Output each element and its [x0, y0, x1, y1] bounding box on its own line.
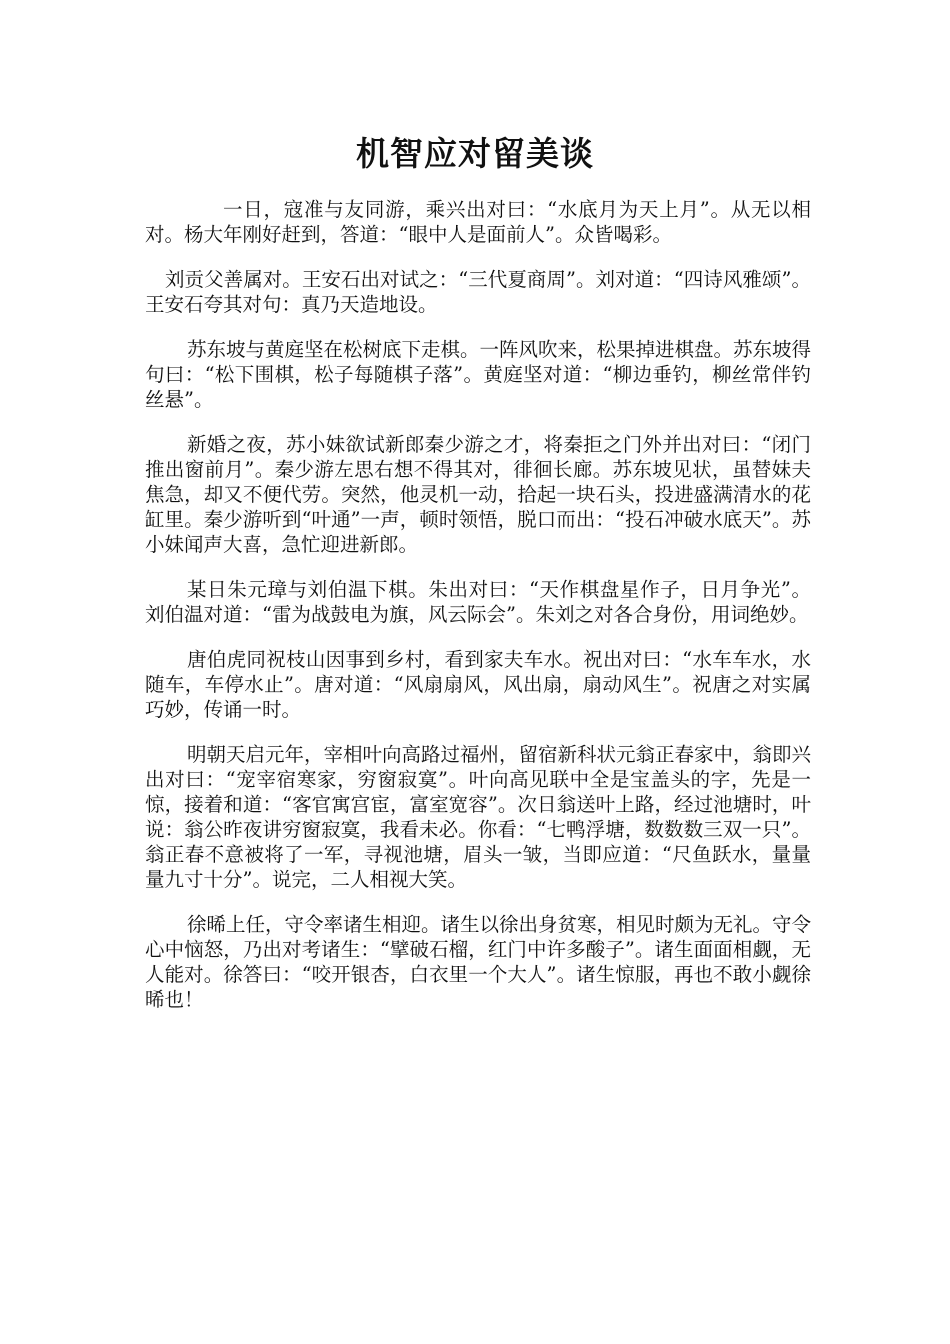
paragraph-xu-xi: 徐晞上任，守令率诸生相迎。诸生以徐出身贫寒，相见时颇为无礼。守令心中恼怒，乃出对考诸生：“擘破石榴，红门中许多酸子”。诸生面面相觑，无人能对。徐答曰：“咬开银杏，白衣里一个大人”。诸生惊服，再也不敢小觑徐晞也！	[145, 913, 812, 1011]
paragraph-liu-gongfu: 刘贡父善属对。王安石出对试之：“三代夏商周”。刘对道：“四诗风雅颂”。王安石夸其对句：真乃天造地设。	[145, 268, 811, 316]
paragraph-ye-xianggao: 明朝天启元年，宰相叶向高路过福州，留宿新科状元翁正春家中，翁即兴出对曰：“宠宰宿寒家，穷窗寂寞”。叶向高见联中全是宝盖头的字，先是一惊，接着和道：“客官寓宫宦，富室宽容”。次日翁送叶上路，经过池塘时，叶说：翁公昨夜讲穷窗寂寞，我看未必。你看：“七鸭浮塘，数数数三双一只”。翁正春不意被将了一军，寻视池塘，眉头一皱，当即应道：“尺鱼跃水，量量量九寸十分”。说完，二人相视大笑。	[145, 743, 812, 891]
paragraph-tang-bohu: 唐伯虎同祝枝山因事到乡村，看到家夫车水。祝出对曰：“水车车水，水随车，车停水止”。唐对道：“风扇扇风，风出扇，扇动风生”。祝唐之对实属巧妙，传诵一时。	[145, 648, 811, 721]
paragraph-kou-zhun: 一日，寇准与友同游，乘兴出对曰：“水底月为天上月”。从无以相对。杨大年刚好赶到，答道：“眼中人是面前人”。众皆喝彩。	[145, 198, 811, 246]
article-body	[145, 197, 811, 1032]
paragraph-su-xiaomei: 新婚之夜，苏小妹欲试新郎秦少游之才，将秦拒之门外并出对曰：“闭门推出窗前月”。秦少游左思右想不得其对，徘徊长廊。苏东坡见状，虽替妹夫焦急，却又不便代劳。突然，他灵机一动，拾起一块石头，投进盛满清水的花缸里。秦少游听到“叶通”一声，顿时领悟，脱口而出：“投石冲破水底天”。苏小妹闻声大喜，急忙迎进新郎。	[145, 433, 811, 556]
paragraph-zhu-yuanzhang: 某日朱元璋与刘伯温下棋。朱出对曰：“天作棋盘星作子，日月争光”。刘伯温对道：“雷为战鼓电为旗，风云际会”。朱刘之对各合身份，用词绝妙。	[145, 578, 811, 626]
page-title: 机智应对留美谈	[356, 134, 594, 173]
paragraph-su-dongpo-huang-tingjian: 苏东坡与黄庭坚在松树底下走棋。一阵风吹来，松果掉进棋盘。苏东坡得句曰：“松下围棋，松子每随棋子落”。黄庭坚对道：“柳边垂钓，柳丝常伴钓丝悬”。	[145, 338, 812, 411]
